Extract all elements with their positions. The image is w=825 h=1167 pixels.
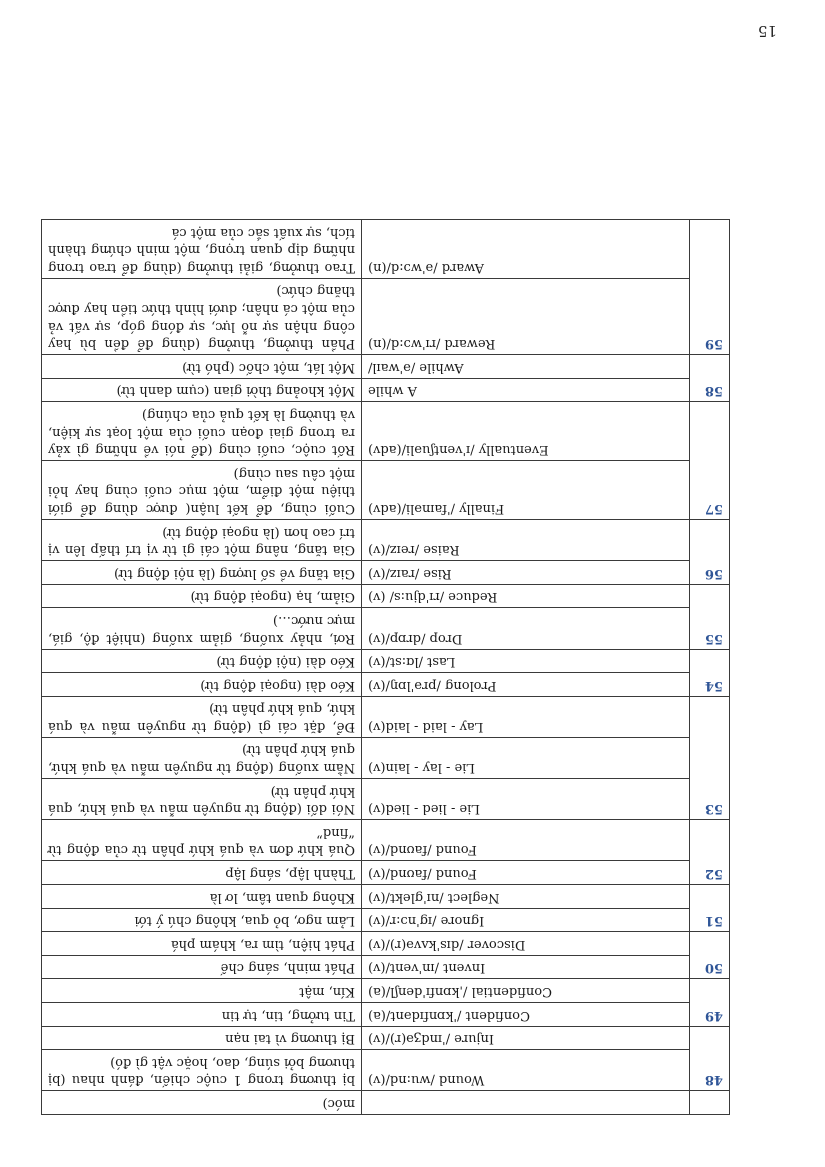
vocabulary-word: Last /lɑ:st/(v) [362,649,690,673]
table-row [42,673,730,697]
table-row [42,1026,730,1050]
vocabulary-meaning: Cuối cùng, để kết luận( được dùng để giới thiệu một điểm, một mục cuối cùng hay hỏi một câu sau cùng) [42,461,362,520]
vocabulary-word: Lie - lay - lain(v) [362,737,690,778]
entry-number: 54 [690,649,730,696]
table-row [42,737,730,778]
entry-number: 57 [690,402,730,520]
entry-number: 48 [690,1026,730,1091]
table-row [42,820,730,861]
vocabulary-meaning: Kéo dài (nội động từ) [42,649,362,673]
table-row [42,608,730,649]
table-row [42,378,730,402]
entry-number: 55 [690,584,730,649]
vocabulary-word: Confident /ˈkɒnfɪdənt/(a) [362,1003,690,1027]
vocabulary-table-body [42,220,730,1115]
table-row [42,1091,730,1115]
vocabulary-meaning: Trao thưởng, giải thưởng (dùng để trao trong những dịp quan trọng, một minh chứng thành tích, sự xuất sắc của một cá [42,220,362,279]
vocabulary-word: Discover /dɪsˈkʌvə(r)/(v) [362,932,690,956]
table-row [42,584,730,608]
vocabulary-meaning: Kéo dài (ngoại động từ) [42,673,362,697]
vocabulary-meaning: Nói dối (động từ nguyên mẫu và quá khứ, quá khứ phân từ) [42,779,362,820]
vocabulary-meaning: Phần thưởng, thưởng (dùng để đền bù hay công nhận sự nỗ lực, sự đóng góp, sự vất vả của một cá nhân; dưới hình thức tiền hay được thăng chức) [42,278,362,354]
entry-number: 50 [690,932,730,979]
vocabulary-word: Invent /ɪnˈvent/(v) [362,955,690,979]
entry-number: 58 [690,355,730,402]
vocabulary-meaning: Rơi, nhảy xuống, giảm xuống (nhiệt độ, giá, mực nước…) [42,608,362,649]
vocabulary-meaning: Nằm xuống (động từ nguyên mẫu và quá khứ, quá khứ phân từ) [42,737,362,778]
vocabulary-word [362,1091,690,1115]
vocabulary-meaning: Kín, mật [42,979,362,1003]
vocabulary-meaning: Gia tăng về số lượng (là nội động từ) [42,561,362,585]
vocabulary-meaning: Một lát, một chốc (phó từ) [42,355,362,379]
vocabulary-meaning: Quá khứ đơn và quá khứ phân từ của động từ “find” [42,820,362,861]
vocabulary-word: Finally /ˈfaɪnəli/(adv) [362,461,690,520]
entry-number: 59 [690,220,730,355]
vocabulary-meaning: Phát minh, sáng chế [42,955,362,979]
vocabulary-word: Ignore /ɪgˈnɔ:r/(v) [362,908,690,932]
table-row [42,779,730,820]
vocabulary-meaning: móc) [42,1091,362,1115]
vocabulary-word: Drop /drɒp/(v) [362,608,690,649]
vocabulary-word: Prolong /prəˈlɒŋ/(v) [362,673,690,697]
vocabulary-meaning: Một khoảng thời gian (cụm danh từ) [42,378,362,402]
vocabulary-word: Raise /reɪz/(v) [362,519,690,560]
table-row [42,1050,730,1091]
vocabulary-word: Reward /rɪˈwɔ:d/(n) [362,278,690,354]
table-row [42,561,730,585]
vocabulary-word: Found /faʊnd/(v) [362,820,690,861]
entry-number: 53 [690,696,730,820]
entry-number: 49 [690,979,730,1026]
vocabulary-meaning: bị thương trong 1 cuộc chiến, đánh nhau (bị thương bởi súng, dao, hoặc vật gì đó) [42,1050,362,1091]
table-row [42,220,730,279]
table-row [42,955,730,979]
table-row [42,932,730,956]
entry-number [690,1091,730,1115]
table-row [42,696,730,737]
table-row [42,979,730,1003]
table-row [42,461,730,520]
vocabulary-word: Injure /ˈɪndʒə(r)/(v) [362,1026,690,1050]
vocabulary-word: Confidential /ˌkɒnfɪˈdenʃl/(a) [362,979,690,1003]
table-row [42,355,730,379]
vocabulary-meaning: Lảm ngơ, bỏ qua, không chú ý tới [42,908,362,932]
vocabulary-meaning: Để, đặt cái gì (động từ nguyên mẫu và quá khứ, quá khứ phân từ) [42,696,362,737]
table-row [42,278,730,354]
vocabulary-word: Lie - lied - lied(v) [362,779,690,820]
vocabulary-word: Awhile /əˈwaɪl/ [362,355,690,379]
vocabulary-meaning: Bị thương vì tai nạn [42,1026,362,1050]
table-row [42,402,730,461]
table-row [42,885,730,909]
vocabulary-word: A while [362,378,690,402]
vocabulary-word: Eventually /ɪˈventʃuəli/(adv) [362,402,690,461]
vocabulary-meaning: Không quan tâm, lơ là [42,885,362,909]
vocabulary-word: Lay - laid - laid(v) [362,696,690,737]
vocabulary-word: Neglect /nɪˈglekt/(v) [362,885,690,909]
vocabulary-word: Reduce /rɪˈdju:s/ (v) [362,584,690,608]
vocabulary-meaning: Phát hiện, tìm ra, khám phá [42,932,362,956]
vocabulary-meaning: Gia tăng, nâng một cái gì từ vị trí thấp lên vị trí cao hơn (là ngoại động từ) [42,519,362,560]
table-row [42,649,730,673]
vocabulary-meaning: Thành lập, sáng lập [42,861,362,885]
entry-number: 56 [690,519,730,584]
vocabulary-meaning: Giảm, hạ (ngoại động từ) [42,584,362,608]
entry-number: 51 [690,885,730,932]
vocabulary-meaning: Rốt cuộc, cuối cùng (để nói về những gì xảy ra trong giai đoạn cuối của một loạt sự kiện, và thường là kết quả của chúng) [42,402,362,461]
vocabulary-table [41,219,730,1115]
table-row [42,861,730,885]
table-row [42,908,730,932]
vocabulary-meaning: Tin tưởng, tin, tự tin [42,1003,362,1027]
vocabulary-word: Wound /wu:nd/(v) [362,1050,690,1091]
table-row [42,1003,730,1027]
entry-number: 52 [690,820,730,885]
vocabulary-word: Award /əˈwɔ:d/(n) [362,220,690,279]
table-row [42,519,730,560]
page-number: 15 [757,22,777,40]
vocabulary-word: Found /faʊnd/(v) [362,861,690,885]
vocabulary-word: Rise /raɪz/(v) [362,561,690,585]
